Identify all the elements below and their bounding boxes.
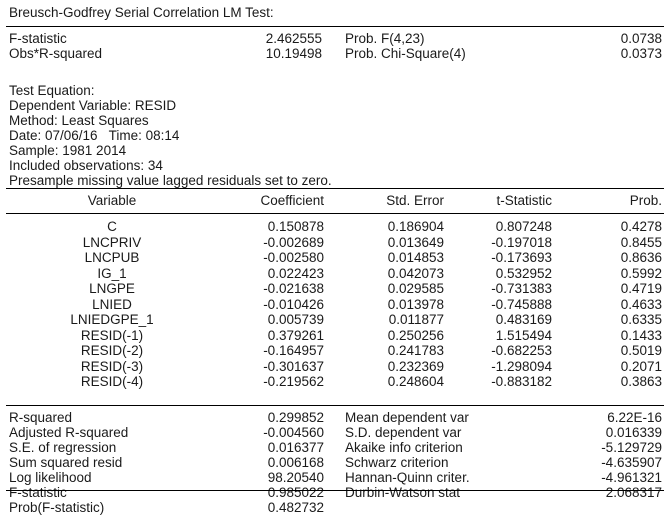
cell-prob: 0.4719 — [620, 281, 662, 296]
cell-prob: 0.1433 — [620, 327, 662, 343]
cell-std-error: 0.029585 — [387, 281, 444, 296]
stat-label: Prob(F-statistic) — [9, 500, 105, 515]
summary-label: F-statistic — [9, 31, 67, 46]
cell-t-statistic: -0.173693 — [491, 250, 552, 265]
cell-t-statistic: -0.745888 — [491, 296, 552, 312]
cell-t-statistic: 1.515494 — [495, 327, 552, 343]
col-header-prob: Prob. — [629, 193, 662, 208]
cell-variable: RESID(-4) — [80, 374, 144, 389]
cell-std-error: 0.248604 — [387, 374, 444, 389]
cell-variable: LNCPRIV — [82, 234, 142, 250]
stat-label: Sum squared resid — [9, 455, 123, 470]
stat-label: Adjusted R-squared — [9, 425, 129, 440]
summary-prob-label: Prob. F(4,23) — [345, 31, 425, 46]
stat-label: R-squared — [9, 410, 73, 425]
stat-value: 2.068317 — [605, 485, 662, 500]
cell-coefficient: 0.005739 — [267, 312, 324, 327]
cell-variable: IG_1 — [97, 265, 127, 281]
cell-t-statistic: 0.483169 — [495, 312, 552, 327]
cell-variable: RESID(-2) — [80, 343, 144, 358]
cell-std-error: 0.013649 — [387, 234, 444, 250]
summary-value: 10.19498 — [265, 46, 322, 61]
stat-value: 0.016377 — [267, 440, 324, 455]
cell-variable: LNIED — [92, 296, 132, 312]
cell-coefficient: -0.010426 — [263, 296, 324, 312]
stat-label: F-statistic — [9, 485, 67, 500]
cell-prob: 0.4633 — [620, 296, 662, 312]
stat-value: 0.006168 — [267, 455, 324, 470]
stat-value: 0.985022 — [267, 485, 324, 500]
info-line: Test Equation: — [9, 83, 95, 98]
cell-std-error: 0.042073 — [387, 265, 444, 281]
summary-label: Obs*R-squared — [9, 46, 103, 61]
cell-t-statistic: -0.197018 — [491, 234, 552, 250]
stat-value: 0.482732 — [267, 500, 324, 515]
cell-prob: 0.3863 — [620, 374, 662, 389]
cell-std-error: 0.241783 — [387, 343, 444, 358]
info-line: Included observations: 34 — [9, 158, 163, 173]
cell-coefficient: -0.301637 — [263, 358, 324, 374]
cell-t-statistic: -1.298094 — [491, 358, 552, 374]
col-header-std-error: Std. Error — [386, 193, 444, 208]
summary-prob-value: 0.0738 — [620, 31, 662, 46]
cell-variable: C — [107, 219, 117, 234]
col-header-coefficient: Coefficient — [260, 193, 324, 208]
stat-value: -5.129729 — [601, 440, 662, 455]
info-line: Date: 07/06/16 Time: 08:14 — [9, 128, 180, 143]
stat-value: -0.004560 — [263, 425, 324, 440]
cell-t-statistic: -0.883182 — [491, 374, 552, 389]
stat-label: Schwarz criterion — [345, 455, 449, 470]
cell-variable: LNGPE — [89, 281, 135, 296]
stat-value: 98.20540 — [267, 470, 324, 485]
cell-std-error: 0.232369 — [387, 358, 444, 374]
cell-coefficient: 0.150878 — [267, 219, 324, 234]
stat-value: 0.016339 — [605, 425, 662, 440]
test-title: Breusch-Godfrey Serial Correlation LM Test: — [9, 5, 274, 20]
info-line: Sample: 1981 2014 — [9, 143, 127, 158]
cell-variable: LNIEDGPE_1 — [70, 312, 154, 327]
stat-value: 6.22E-16 — [607, 410, 662, 425]
summary-prob-label: Prob. Chi-Square(4) — [345, 46, 466, 61]
info-line: Presample missing value lagged residuals set to zero. — [9, 173, 332, 188]
cell-coefficient: -0.002689 — [263, 234, 324, 250]
info-line: Method: Least Squares — [9, 113, 149, 128]
cell-coefficient: 0.379261 — [267, 327, 324, 343]
cell-t-statistic: 0.807248 — [495, 219, 552, 234]
cell-prob: 0.2071 — [620, 358, 662, 374]
cell-prob: 0.5992 — [620, 265, 662, 281]
cell-variable: LNCPUB — [84, 250, 140, 265]
stat-label: Log likelihood — [9, 470, 92, 485]
divider — [6, 405, 664, 406]
cell-prob: 0.8455 — [620, 234, 662, 250]
stat-label: S.D. dependent var — [345, 425, 462, 440]
stat-label: Durbin-Watson stat — [345, 485, 461, 500]
cell-std-error: 0.250256 — [387, 327, 444, 343]
cell-variable: RESID(-3) — [80, 358, 144, 374]
cell-prob: 0.8636 — [620, 250, 662, 265]
cell-coefficient: -0.021638 — [263, 281, 324, 296]
divider — [6, 490, 664, 491]
stat-value: 0.299852 — [267, 410, 324, 425]
summary-prob-value: 0.0373 — [620, 46, 662, 61]
cell-prob: 0.4278 — [620, 219, 662, 234]
stat-value: -4.635907 — [601, 455, 662, 470]
col-header-variable: Variable — [87, 193, 137, 208]
stat-label: S.E. of regression — [9, 440, 117, 455]
cell-std-error: 0.011877 — [388, 312, 444, 327]
cell-std-error: 0.014853 — [387, 250, 444, 265]
stat-label: Akaike info criterion — [345, 440, 463, 455]
cell-coefficient: 0.022423 — [267, 265, 324, 281]
cell-t-statistic: 0.532952 — [495, 265, 552, 281]
divider — [6, 213, 664, 214]
summary-value: 2.462555 — [265, 31, 322, 46]
cell-std-error: 0.013978 — [387, 296, 444, 312]
cell-coefficient: -0.002580 — [263, 250, 324, 265]
col-header-t-statistic: t-Statistic — [496, 193, 552, 208]
cell-variable: RESID(-1) — [80, 327, 144, 343]
cell-coefficient: -0.219562 — [263, 374, 324, 389]
cell-prob: 0.5019 — [620, 343, 662, 358]
divider — [6, 188, 664, 189]
cell-std-error: 0.186904 — [387, 219, 444, 234]
cell-coefficient: -0.164957 — [263, 343, 324, 358]
info-line: Dependent Variable: RESID — [9, 98, 177, 113]
stat-label: Hannan-Quinn criter. — [345, 470, 470, 485]
divider — [6, 26, 664, 27]
cell-prob: 0.6335 — [620, 312, 662, 327]
cell-t-statistic: -0.682253 — [491, 343, 552, 358]
stat-label: Mean dependent var — [345, 410, 469, 425]
cell-t-statistic: -0.731383 — [491, 281, 552, 296]
stat-value: -4.961321 — [601, 470, 662, 485]
